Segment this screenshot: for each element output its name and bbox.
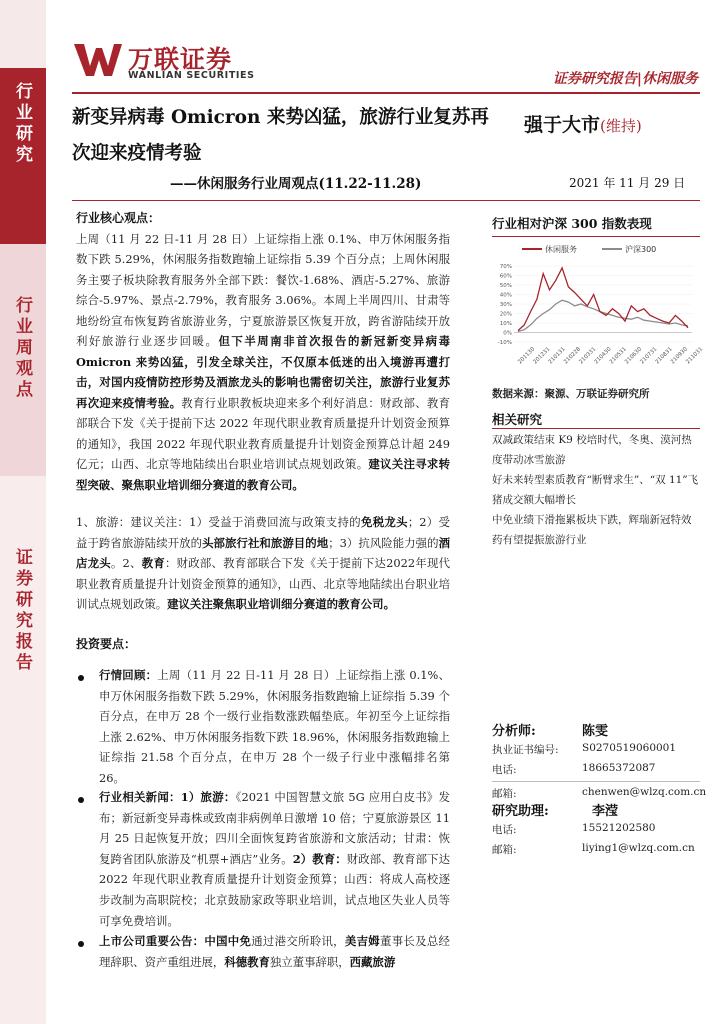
- core-p1-emphasis: 但下半周南非首次报告的新冠新变异病毒 Omicron 来势凶猛，引发全球关注，不仅原本低迷的出入境游再遭打击，对国内疫情防控形势及酒旅龙头的影响也需密切关注，旅游行业复苏再次迎来疫情考验。: [76, 334, 450, 410]
- email-label: 邮箱:: [492, 788, 517, 800]
- report-date: 2021 年 11 月 29 日: [569, 176, 686, 190]
- assistant-label: 研究助理:: [492, 804, 549, 819]
- y-tick-label: -10%: [497, 340, 512, 346]
- related-research-list: [492, 430, 700, 550]
- core-view-section: [76, 208, 450, 495]
- rec-text-1: 1、旅游：建议关注：1）受益于消费回流与政策支持的: [76, 515, 361, 529]
- header-divider: [72, 92, 700, 94]
- rating-note: (维持): [600, 117, 642, 135]
- invest-item-text: 《2021 中国智慧文旅 5G 应用白皮书》发布；新冠新变异毒株或致南非病例单日激增 10 倍；宁夏旅游景区 11 月 25 日起恢复开放；四川全面恢复跨省旅游和文旅活动；甘肃：恢复跨省团队旅游及“机票+酒店”业务。: [99, 790, 450, 866]
- bullet-icon: [78, 941, 84, 947]
- y-tick-label: 70%: [499, 264, 512, 270]
- report-subtitle: ——休闲服务行业周观点(11.22-11.28): [170, 176, 422, 192]
- assistant-name: 李滢: [592, 804, 619, 819]
- invest-item-label: 行情回顾：: [99, 668, 158, 682]
- sidebar-label-industry-research: 行业研究: [12, 82, 32, 166]
- analyst-divider: [492, 781, 700, 782]
- bullet-icon: [78, 675, 84, 681]
- core-view-heading: 行业核心观点：: [76, 211, 161, 225]
- invest-item-text: 独立董事辞职，: [269, 954, 350, 969]
- series-line-1: [518, 300, 688, 331]
- rec-emph-duty-free: 免税龙头: [360, 515, 408, 529]
- related-research-rule: [492, 428, 700, 429]
- invest-item-text: 财政部、教育部下达 2022 年现代职业教育质量提升计划资金预算；山西：将成人高校逐步改制为高职院校；北京鼓励家政等职业培训，试点地区失业人员等可享免费培训。: [99, 851, 450, 928]
- title-divider: [72, 200, 700, 201]
- y-tick-label: 50%: [499, 283, 512, 289]
- chart-source: 数据来源：聚源、万联证券研究所: [492, 388, 650, 400]
- legend-label: 沪深300: [625, 245, 657, 254]
- invest-item-news: [99, 787, 450, 931]
- x-tick-label: 210930: [669, 346, 689, 366]
- chart-heading: 行业相对沪深 300 指数表现: [492, 216, 652, 231]
- email2-row: [492, 842, 700, 857]
- company-name: 美吉姆: [344, 934, 381, 948]
- rec-emph-hotel: 酒店龙头: [76, 535, 450, 570]
- phone2-number: 15521202580: [582, 822, 656, 834]
- cert-number: S0270519060001: [582, 742, 677, 754]
- x-tick-label: 210331: [578, 346, 598, 366]
- rating: [524, 110, 642, 137]
- rating-value: 强于大市: [524, 114, 601, 136]
- sidebar-label-securities-report: 证券研究报告: [12, 548, 32, 674]
- related-research-item[interactable]: 中免业绩下滑拖累板块下跌，辉瑞新冠特效药有望提振旅游行业: [492, 514, 692, 546]
- invest-item-sublabel: 1）旅游：: [180, 790, 236, 804]
- rec-emph-education: 教育: [141, 556, 165, 570]
- bullet-icon: [78, 797, 84, 803]
- x-tick-label: 210831: [654, 346, 674, 366]
- invest-item-label: 行业相关新闻：: [99, 790, 181, 804]
- x-tick-label: 210228: [562, 346, 583, 366]
- phone-number: 18665372087: [582, 762, 656, 774]
- invest-item-text: 上周（11 月 22 日-11 月 28 日）上证综指上涨 0.1%、申万休闲服务指数下跌 5.29%，休闲服务指数跑输上证综指 5.39 个百分点，在申万 28 个一级行业指数涨跌幅垫底。年初至今上证综指上涨 2.62%、申万休闲服务指数下跌 18.96%，休闲服务指数跑输上证综指 21.58 个百分点，在申万 28 个一级子行业中涨幅排名第 26。: [99, 668, 450, 785]
- rec-text-3: ；3）抗风险能力强的: [328, 535, 439, 550]
- sidebar-label-weekly-view: 行业周观点: [12, 296, 32, 401]
- invest-item-text: 通过港交所聆讯，: [251, 934, 345, 948]
- email-address[interactable]: chenwen@wlzq.com.cn: [582, 786, 707, 798]
- cert-label: 执业证书编号:: [492, 744, 559, 756]
- x-tick-label: 210430: [593, 346, 613, 366]
- core-recommendation-paragraph: [76, 512, 450, 615]
- analyst-name: 陈雯: [582, 724, 609, 739]
- email2-label: 邮箱:: [492, 844, 517, 856]
- related-research-item[interactable]: 好未来转型素质教育“断臂求生”、“双 11”飞猪成交额大幅增长: [492, 474, 699, 506]
- rec-text-2: ；2）受益于跨省旅游陆续开放的: [76, 515, 450, 550]
- invest-heading-text: 投资要点：: [76, 637, 137, 651]
- y-tick-label: 30%: [499, 302, 512, 308]
- rec-text-4: 。2、: [110, 556, 142, 570]
- invest-item-announcements: [99, 931, 450, 972]
- invest-item-label: 上市公司重要公告：: [99, 934, 205, 948]
- core-p1-recommendation: 建议关注寻求转型突破、聚焦职业培训细分赛道的教育公司。: [76, 457, 450, 492]
- phone-label: 电话:: [492, 764, 517, 776]
- phone2-row: [492, 822, 700, 837]
- invest-item-market-review: [99, 665, 450, 789]
- y-tick-label: 10%: [499, 321, 512, 327]
- phone-row: [492, 762, 700, 777]
- x-tick-label: 210131: [547, 346, 567, 366]
- invest-heading: [76, 634, 450, 655]
- x-tick-label: 210630: [624, 346, 644, 366]
- performance-chart: [492, 240, 705, 380]
- y-tick-label: 60%: [499, 273, 512, 280]
- wanlian-logo-icon: [72, 40, 124, 80]
- x-tick-label: 201231: [532, 346, 552, 366]
- phone2-label: 电话:: [492, 824, 517, 836]
- company-name: 中国中免: [204, 934, 252, 948]
- core-view-paragraph: [76, 229, 450, 496]
- series-line-0: [518, 268, 688, 331]
- y-tick-label: 40%: [499, 292, 512, 299]
- report-category: 证券研究报告|休闲服务: [552, 71, 698, 87]
- analyst-label: 分析师:: [492, 724, 536, 739]
- assistant-row: [492, 800, 700, 819]
- cert-row: [492, 742, 700, 757]
- email2-address[interactable]: liying1@wlzq.com.cn: [582, 842, 695, 854]
- report-title: 新变异病毒 Omicron 来势凶猛，旅游行业复苏再次迎来疫情考验: [72, 107, 489, 164]
- rec-text-5: ：财政部、教育部联合下发《关于提前下达2022年现代职业教育质量提升计划资金预算的通知》，山西、北京等地陆续出台职业培训试点规划政策。: [76, 556, 450, 611]
- invest-item-text: 董事长及总经理辞职、资产重组进展，: [99, 934, 450, 969]
- y-tick-label: 20%: [499, 311, 512, 318]
- chart-heading-rule: [492, 236, 700, 237]
- core-p1-text: 上周（11 月 22 日-11 月 28 日）上证综指上涨 0.1%、申万休闲服务指数下跌 5.29%，休闲服务指数跑输上证综指 5.39 个百分点；上周休闲服务主要子板块除教育服务外全部下跌：餐饮-1.68%、酒店-5.27%、旅游综合-5.97%、景点-2.79%，教育服务 3.06%。本周上半周四川、甘肃等地纷纷宣布恢复跨省旅游业务，宁夏旅游景区恢复开放，跨省游陆续开放利好旅游行业逐步回暖。: [76, 231, 450, 348]
- analyst-row: [492, 720, 700, 739]
- email-row: [492, 786, 707, 801]
- x-tick-label: 211031: [685, 346, 705, 366]
- legend-label: 休闲服务: [545, 245, 577, 254]
- company-name: 科德教育: [224, 954, 270, 969]
- rec-emph-travel-agency: 头部旅行社和旅游目的地: [202, 535, 329, 550]
- x-tick-label: 210531: [608, 346, 628, 366]
- invest-item-sublabel: 2）教育：: [292, 851, 347, 866]
- x-tick-label: 210731: [639, 346, 659, 366]
- x-tick-label: 201130: [517, 346, 537, 366]
- rec-emph-vocational: 建议关注聚焦职业培训细分赛道的教育公司。: [167, 597, 395, 611]
- logo-text-en: WANLIAN SECURITIES: [128, 70, 255, 81]
- y-tick-label: 0%: [503, 330, 512, 337]
- related-research-heading: 相关研究: [492, 412, 543, 427]
- logo-text-cn: 万联证券: [128, 45, 233, 74]
- core-p1-text-2: 教育行业职教板块迎来多个利好消息：财政部、教育部联合下发《关于提前下达 2022 年现代职业教育质量提升计划资金预算的通知》，我国 2022 年现代职业教育质量提升计划资金预算总计超 249 亿元；山西、北京等地陆续出台职业培训试点规划政策。: [76, 395, 450, 471]
- related-research-item[interactable]: 双减政策结束 K9 校培时代，冬奥、漠河热度带动冰雪旅游: [492, 434, 692, 466]
- company-name: 西藏旅游: [349, 954, 396, 969]
